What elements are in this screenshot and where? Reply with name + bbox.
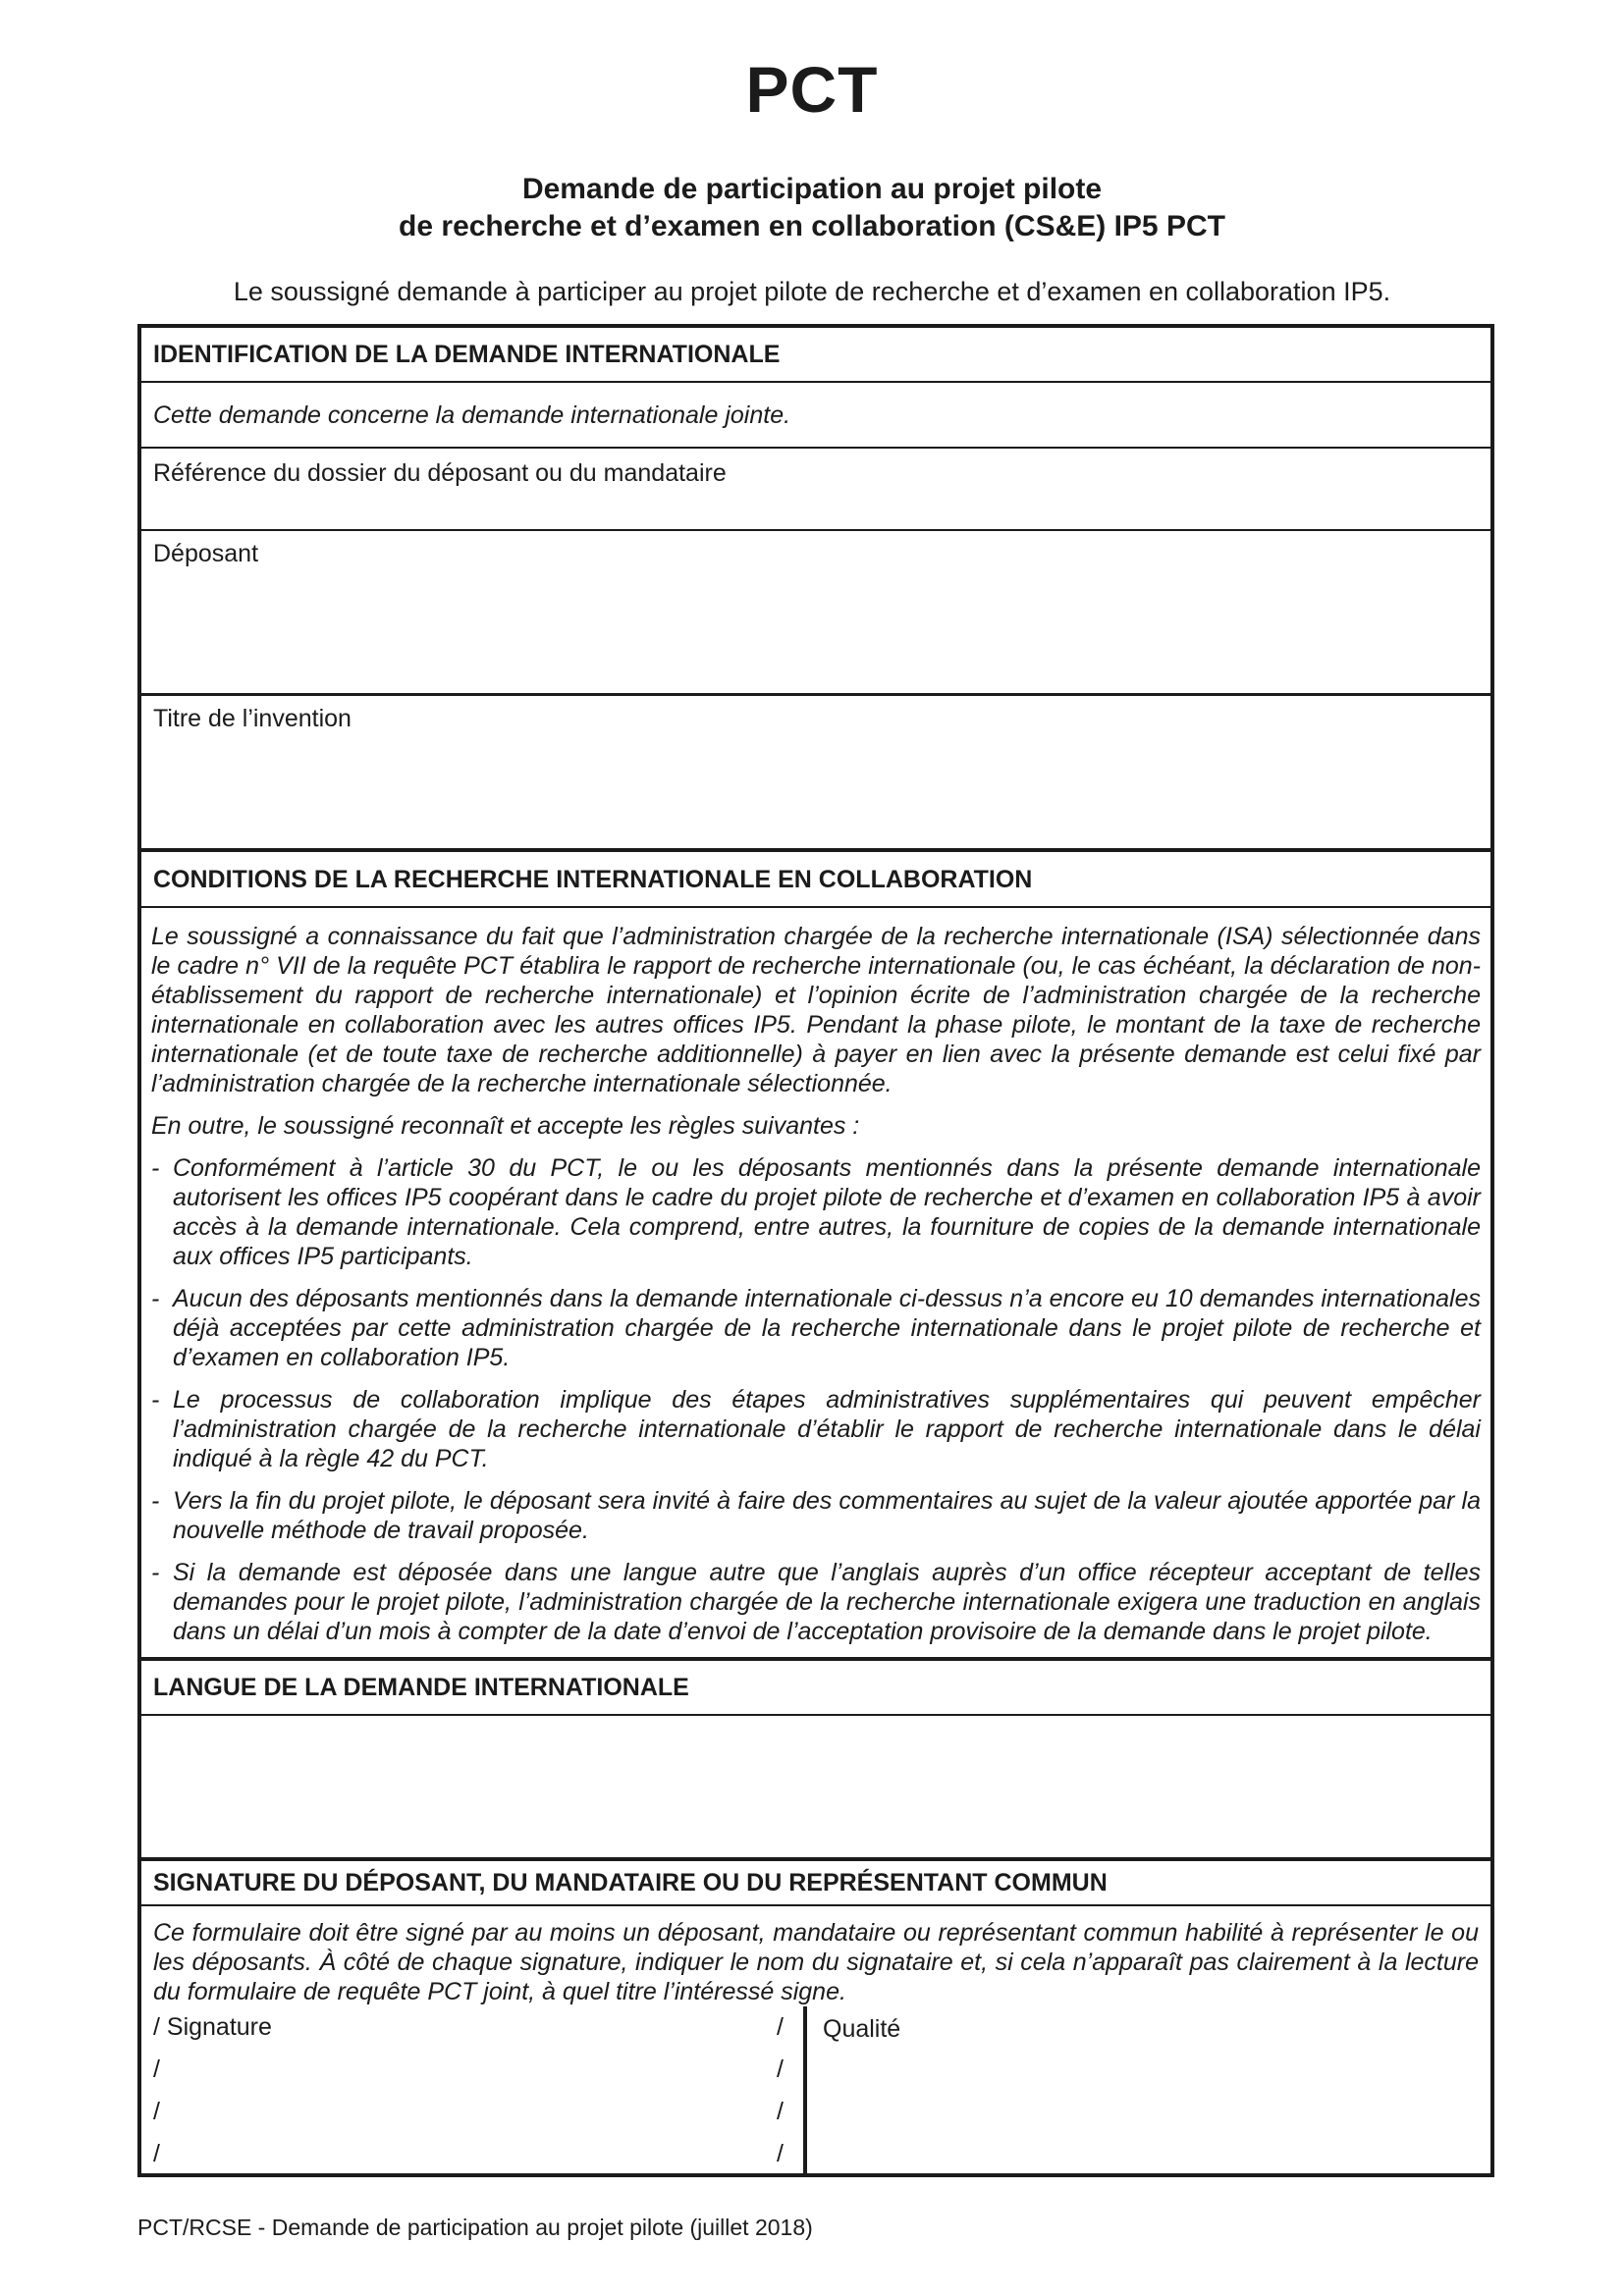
bullet-marker: - [151, 1487, 160, 1515]
quality-label: Qualité [823, 2015, 901, 2043]
signature-field-row-4[interactable] [141, 2133, 803, 2175]
signature-body [141, 1904, 1490, 2173]
conditions-body [141, 906, 1490, 1657]
signature-field-row-2[interactable] [141, 2049, 803, 2091]
form-footer: PCT/RCSE - Demande de participation au projet pilote (juillet 2018) [137, 2215, 813, 2240]
signature-row-end-slash: / [777, 2140, 784, 2167]
signature-row-end-slash: / [777, 2056, 784, 2083]
bullet-text: Le processus de collaboration implique des étapes administratives supplémentaires qui peuvent empêcher l’administration chargée de la recherche internationale d’établir le rapport de recherche internationale dans le délai indiqué à la règle 42 du PCT. [173, 1386, 1481, 1472]
form-table [137, 324, 1494, 2177]
form-title [0, 171, 1624, 245]
invention-title-field[interactable] [141, 693, 1490, 848]
signature-row-end-slash: / [777, 2098, 784, 2125]
conditions-paragraph-2: En outre, le soussigné reconnaît et accepte les règles suivantes : [151, 1112, 860, 1140]
quality-field[interactable] [807, 2006, 1490, 2175]
signature-field-row-1[interactable] [141, 2006, 803, 2049]
condition-bullet-1 [151, 1153, 1481, 1271]
signature-note: Ce formulaire doit être signé par au moins un déposant, mandataire ou représentant commun habilité à représenter le ou les déposants. À côté de chaque signature, indiquer le nom du signataire et, si cela n’apparaît pas clairement à la lecture du formulaire de requête PCT joint, à quel titre l’intéressé signe. [153, 1919, 1479, 2005]
bullet-text: Aucun des déposants mentionnés dans la demande internationale ci-dessus n’a encore eu 10 demandes internationales déjà acceptées par cette administration chargée de la recherche internationale dans le projet pilote de recherche et d’examen en collaboration IP5. [173, 1285, 1481, 1371]
invention-title-label: Titre de l’invention [153, 705, 352, 732]
signature-column [141, 2006, 807, 2175]
language-input-area[interactable] [141, 1714, 1490, 1857]
bullet-text: Vers la fin du projet pilote, le déposant sera invité à faire des commentaires au sujet de la valeur ajoutée apportée par la nouvelle méthode de travail proposée. [173, 1487, 1481, 1544]
pct-logo: PCT [745, 53, 879, 126]
signature-row-label: / [153, 2098, 160, 2125]
condition-bullet-3 [151, 1385, 1481, 1473]
signature-row-label: / Signature [153, 2013, 272, 2041]
form-header [0, 0, 1624, 306]
condition-bullet-2 [151, 1284, 1481, 1372]
applicant-label: Déposant [153, 540, 259, 567]
signature-row-label: / [153, 2056, 160, 2083]
attached-application-note: Cette demande concerne la demande internationale jointe. [141, 381, 1490, 447]
bullet-text: Si la demande est déposée dans une langue autre que l’anglais auprès d’un office récepteur acceptant de telles demandes pour le projet pilote, l’administration chargée de la recherche internationale exigera une traduction en anglais dans un délai d’un mois à compter de la date d’envoi de l’acceptation provisoire de la demande dans le projet pilote. [173, 1559, 1481, 1645]
file-reference-label: Référence du dossier du déposant ou du mandataire [153, 459, 727, 487]
bullet-text: Conformément à l’article 30 du PCT, le ou les déposants mentionnés dans la présente demande internationale autorisent les offices IP5 coopérant dans le cadre du projet pilote de recherche et d’examen en collaboration IP5 à avoir accès à la demande internationale. Cela comprend, entre autres, la fourniture de copies de la demande internationale aux offices IP5 participants. [173, 1154, 1481, 1270]
identification-section-header: IDENTIFICATION DE LA DEMANDE INTERNATIONALE [153, 341, 781, 368]
condition-bullet-4 [151, 1486, 1481, 1545]
bullet-marker: - [151, 1559, 160, 1586]
signature-field-row-3[interactable] [141, 2091, 803, 2133]
signature-row-label: / [153, 2140, 160, 2167]
bullet-marker: - [151, 1386, 160, 1414]
applicant-field[interactable] [141, 529, 1490, 693]
file-reference-field[interactable] [141, 447, 1490, 529]
language-section-header: LANGUE DE LA DEMANDE INTERNATIONALE [141, 1657, 1490, 1714]
form-title-line1: Demande de participation au projet pilote [521, 173, 1103, 205]
bullet-marker: - [151, 1154, 160, 1182]
bullet-marker: - [151, 1285, 160, 1312]
intro-text: Le soussigné demande à participer au projet pilote de recherche et d’examen en collaboration IP5. [233, 277, 1391, 306]
condition-bullet-5 [151, 1558, 1481, 1646]
signature-grid [141, 2006, 1490, 2175]
conditions-paragraph-1: Le soussigné a connaissance du fait que l’administration chargée de la recherche internationale (ISA) sélectionnée dans le cadre n° VII de la requête PCT établira le rapport de recherche internationale (ou, le cas échéant, la déclaration de non-établissement du rapport de recherche internationale) et l’opinion écrite de l’administration chargée de la recherche internationale en collaboration avec les autres offices IP5. Pendant la phase pilote, le montant de la taxe de recherche internationale (et de toute taxe de recherche additionnelle) à payer en lien avec la présente demande est celui fixé par l’administration chargée de la recherche internationale sélectionnée. [151, 923, 1481, 1097]
signature-section-header: SIGNATURE DU DÉPOSANT, DU MANDATAIRE OU DU REPRÉSENTANT COMMUN [141, 1857, 1490, 1904]
signature-row-end-slash: / [777, 2013, 784, 2041]
conditions-section-header: CONDITIONS DE LA RECHERCHE INTERNATIONALE EN COLLABORATION [141, 848, 1490, 906]
form-title-line2: de recherche et d’examen en collaboration (CS&E) IP5 PCT [399, 210, 1225, 242]
